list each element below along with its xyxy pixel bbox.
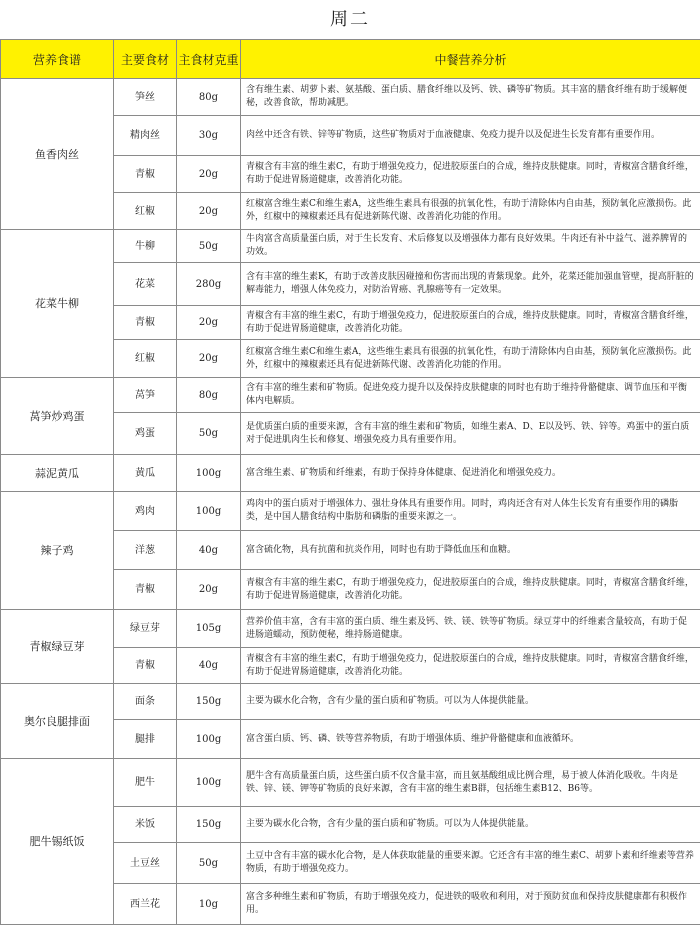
dish-name: 奥尔良腿排面: [1, 684, 114, 759]
nutrition-note: 含有维生素、胡萝卜素、氨基酸、蛋白质、膳食纤维以及钙、铁、磷等矿物质。其丰富的膳食纤维有助于缓解便秘，改善食欲，帮助减肥。: [241, 79, 700, 116]
ingredient-weight: 80g: [177, 79, 241, 116]
dish-name: 蒜泥黄瓜: [1, 455, 114, 492]
table-row: [1, 759, 700, 807]
ingredient-name: 鸡蛋: [114, 413, 177, 455]
ingredient-weight: 20g: [177, 340, 241, 378]
ingredient-weight: 50g: [177, 843, 241, 884]
table-row: [1, 230, 700, 263]
nutrition-note: 青椒含有丰富的维生素C，有助于增强免疫力，促进胶原蛋白的合成，维持皮肤健康。同时，青椒富含膳食纤维，有助于促进胃肠道健康，改善消化功能。: [241, 156, 700, 193]
dish-name: 花菜牛柳: [1, 230, 114, 378]
ingredient-weight: 20g: [177, 156, 241, 193]
ingredient-name: 西兰花: [114, 884, 177, 925]
nutrition-note: 红椒富含维生素C和维生素A，这些维生素具有很强的抗氧化性，有助于清除体内自由基，预防氧化应激损伤。此外，红椒中的辣椒素还具有促进新陈代谢、改善消化功能的作用。: [241, 340, 700, 378]
nutrition-note: 是优质蛋白质的重要来源，含有丰富的维生素和矿物质，如维生素A、D、E以及钙、铁、锌等。鸡蛋中的蛋白质对于促进肌肉生长和修复、增强免疫力具有重要作用。: [241, 413, 700, 455]
nutrition-note: 含有丰富的维生素K，有助于改善皮肤因碰撞和伤害而出现的青紫现象。此外，花菜还能加强血管壁，提高肝脏的解毒能力，增强人体免疫力，对防治胃癌、乳腺癌等有一定效果。: [241, 263, 700, 306]
ingredient-name: 洋葱: [114, 531, 177, 570]
ingredient-name: 米饭: [114, 807, 177, 843]
ingredient-weight: 40g: [177, 531, 241, 570]
table-header-row: [1, 40, 700, 79]
nutrition-note: 牛肉富含高质量蛋白质，对于生长发育、术后修复以及增强体力都有良好效果。牛肉还有补中益气、滋养脾胃的功效。: [241, 230, 700, 263]
table-body: [1, 79, 700, 925]
ingredient-name: 精肉丝: [114, 116, 177, 156]
ingredient-weight: 280g: [177, 263, 241, 306]
ingredient-name: 绿豆芽: [114, 610, 177, 648]
ingredient-weight: 80g: [177, 378, 241, 413]
ingredient-weight: 100g: [177, 492, 241, 531]
nutrition-note: 富含维生素、矿物质和纤维素，有助于保持身体健康、促进消化和增强免疫力。: [241, 455, 700, 492]
ingredient-weight: 20g: [177, 193, 241, 230]
header-ingredient: 主要食材: [114, 40, 177, 79]
ingredient-weight: 100g: [177, 759, 241, 807]
nutrition-note: 富含蛋白质、钙、磷、铁等营养物质，有助于增强体质、维护骨骼健康和血液循环。: [241, 720, 700, 759]
table-row: [1, 610, 700, 648]
ingredient-name: 腿排: [114, 720, 177, 759]
nutrition-note: 青椒含有丰富的维生素C，有助于增强免疫力，促进胶原蛋白的合成，维持皮肤健康。同时，青椒富含膳食纤维，有助于促进胃肠道健康，改善消化功能。: [241, 570, 700, 610]
ingredient-weight: 40g: [177, 648, 241, 684]
ingredient-name: 红椒: [114, 193, 177, 230]
nutrition-note: 肥牛含有高质量蛋白质，这些蛋白质不仅含量丰富，而且氨基酸组成比例合理，易于被人体消化吸收。牛肉是铁、锌、镁、钾等矿物质的良好来源，含有丰富的维生素B群，包括维生素B12、B6等。: [241, 759, 700, 807]
ingredient-name: 青椒: [114, 156, 177, 193]
dish-name: 鱼香肉丝: [1, 79, 114, 230]
ingredient-name: 笋丝: [114, 79, 177, 116]
ingredient-weight: 100g: [177, 720, 241, 759]
nutrition-note: 主要为碳水化合物，含有少量的蛋白质和矿物质。可以为人体提供能量。: [241, 807, 700, 843]
nutrition-note: 富含多种维生素和矿物质，有助于增强免疫力，促进铁的吸收和利用，对于预防贫血和保持皮肤健康都有积极作用。: [241, 884, 700, 925]
ingredient-name: 肥牛: [114, 759, 177, 807]
ingredient-name: 花菜: [114, 263, 177, 306]
table-row: [1, 79, 700, 116]
header-analysis: 中餐营养分析: [241, 40, 700, 79]
nutrition-note: 红椒富含维生素C和维生素A，这些维生素具有很强的抗氧化性，有助于清除体内自由基，预防氧化应激损伤。此外，红椒中的辣椒素还具有促进新陈代谢、改善消化功能的作用。: [241, 193, 700, 230]
nutrition-note: 肉丝中还含有铁、锌等矿物质，这些矿物质对于血液健康、免疫力提升以及促进生长发育都有重要作用。: [241, 116, 700, 156]
table-row: [1, 455, 700, 492]
nutrition-table: [0, 39, 700, 925]
ingredient-name: 青椒: [114, 306, 177, 340]
ingredient-weight: 100g: [177, 455, 241, 492]
ingredient-name: 青椒: [114, 648, 177, 684]
ingredient-name: 牛柳: [114, 230, 177, 263]
nutrition-note: 青椒含有丰富的维生素C，有助于增强免疫力，促进胶原蛋白的合成，维持皮肤健康。同时，青椒富含膳食纤维，有助于促进胃肠道健康，改善消化功能。: [241, 306, 700, 340]
dish-name: 辣子鸡: [1, 492, 114, 610]
nutrition-note: 主要为碳水化合物，含有少量的蛋白质和矿物质。可以为人体提供能量。: [241, 684, 700, 720]
nutrition-note: 富含硫化物，具有抗菌和抗炎作用，同时也有助于降低血压和血糖。: [241, 531, 700, 570]
ingredient-name: 青椒: [114, 570, 177, 610]
ingredient-weight: 50g: [177, 230, 241, 263]
ingredient-weight: 50g: [177, 413, 241, 455]
ingredient-weight: 10g: [177, 884, 241, 925]
nutrition-note: 青椒含有丰富的维生素C，有助于增强免疫力，促进胶原蛋白的合成，维持皮肤健康。同时，青椒富含膳食纤维，有助于促进胃肠道健康，改善消化功能。: [241, 648, 700, 684]
header-recipe: 营养食谱: [1, 40, 114, 79]
dish-name: 肥牛锡纸饭: [1, 759, 114, 925]
ingredient-name: 莴笋: [114, 378, 177, 413]
ingredient-name: 面条: [114, 684, 177, 720]
dish-name: 莴笋炒鸡蛋: [1, 378, 114, 455]
nutrition-note: 含有丰富的维生素和矿物质。促进免疫力提升以及保持皮肤健康的同时也有助于维持骨骼健康、调节血压和平衡体内电解质。: [241, 378, 700, 413]
ingredient-weight: 150g: [177, 684, 241, 720]
ingredient-name: 红椒: [114, 340, 177, 378]
dish-name: 青椒绿豆芽: [1, 610, 114, 684]
ingredient-weight: 20g: [177, 570, 241, 610]
ingredient-weight: 105g: [177, 610, 241, 648]
page-title: 周二: [330, 9, 370, 30]
nutrition-note: 土豆中含有丰富的碳水化合物，是人体获取能量的重要来源。它还含有丰富的维生素C、胡萝卜素和纤维素等营养物质，有助于增强免疫力。: [241, 843, 700, 884]
table-row: [1, 492, 700, 531]
table-row: [1, 378, 700, 413]
nutrition-note: 营养价值丰富，含有丰富的蛋白质、维生素及钙、铁、镁、铁等矿物质。绿豆芽中的纤维素含量较高，有助于促进肠道蠕动，预防便秘，维持肠道健康。: [241, 610, 700, 648]
ingredient-weight: 20g: [177, 306, 241, 340]
ingredient-name: 鸡肉: [114, 492, 177, 531]
table-row: [1, 684, 700, 720]
header-weight: 主食材克重: [177, 40, 241, 79]
ingredient-name: 土豆丝: [114, 843, 177, 884]
ingredient-name: 黄瓜: [114, 455, 177, 492]
ingredient-weight: 30g: [177, 116, 241, 156]
ingredient-weight: 150g: [177, 807, 241, 843]
nutrition-note: 鸡肉中的蛋白质对于增强体力、强壮身体具有重要作用。同时，鸡肉还含有对人体生长发育有重要作用的磷脂类，是中国人膳食结构中脂肪和磷脂的重要来源之一。: [241, 492, 700, 531]
